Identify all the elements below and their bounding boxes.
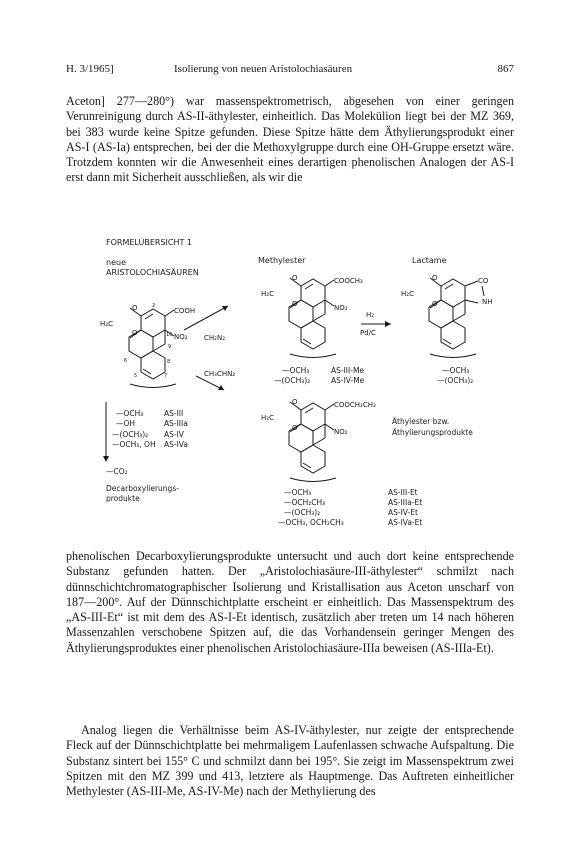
acid-row-2-subst: —OH bbox=[116, 419, 136, 428]
et-row-1-name: AS-III-Et bbox=[388, 488, 418, 497]
et-row-2-subst: —OCH₂CH₃ bbox=[284, 498, 326, 507]
lactam-structure bbox=[429, 278, 484, 349]
me-h2c: H₂C bbox=[261, 290, 274, 298]
pos-10: 10 bbox=[166, 332, 173, 338]
ethyl-label-2: Äthylierungsprodukte bbox=[392, 428, 473, 437]
et-o-bottom: O bbox=[292, 424, 298, 432]
acid-row-4-name: AS-IVa bbox=[164, 440, 188, 449]
acid-substituent-brace bbox=[130, 384, 176, 388]
me-o-bottom: O bbox=[292, 300, 298, 308]
decarb-label-1: Decarboxylierungs- bbox=[106, 484, 179, 493]
paragraph-3: Analog liegen die Verhältnisse beim AS-IV-äthylester, nur zeigte der entsprechende Fleck auf der Dünnschichtplatte bei mehrmaligem Laufenlassen schwache Aufspaltung. Die Substanz sintert bei 155° C und schmilzt dann bei 195°. Sie zeigt im Massenspektrum zwei Spitzen mit den MZ 399 und 413, letztere als Hauptmenge. Das Auftreten einheitlicher Methylester (AS-III-Me, AS-IV-Me) nach der Methylierung des bbox=[66, 723, 514, 799]
pos-9: 9 bbox=[168, 344, 172, 350]
et-row-4-subst: —OCH₃, OCH₂CH₃ bbox=[278, 518, 344, 527]
co2-label: —CO₂ bbox=[106, 467, 128, 476]
acid-row-3-subst: —(OCH₃)₂ bbox=[112, 430, 149, 439]
pos-8: 8 bbox=[167, 359, 171, 365]
running-header bbox=[66, 63, 514, 79]
reagent-h2: H₂ bbox=[366, 311, 375, 319]
lactame-heading: Lactame bbox=[412, 256, 447, 265]
reagent-pd-c: Pd/C bbox=[360, 329, 376, 337]
et-o-top: O bbox=[292, 398, 298, 406]
lactam-substituent-brace bbox=[430, 354, 476, 358]
paragraph-2: phenolischen Decarboxylierungsprodukte untersucht und auch dort keine entsprechende Substanz gefunden hatten. Der „Aristolochiasäure-III-äthylester“ schmilzt nach dünnschichtchromatographischer Isolierung und Kristallisation aus Aceton unscharf von 187—200°. Auf der Dünnschichtplatte erscheint er einheitlich. Das Massenspektrum des „AS-III-Et“ ist mit dem des AS-I-Et identisch, zusätzlich aber treten um 14 nach höheren Massenzahlen verschobene Spitzen auf, die das Vorhandensein geringer Mengen des Äthylierungsproduktes einer phenolischen Aristolochiasäure-IIIa beweisen (AS-IIIa-Et). bbox=[66, 549, 514, 655]
et-no2: NO₂ bbox=[334, 428, 348, 436]
acid-h2c: H₂C bbox=[100, 320, 113, 328]
me-cooch3: COOCH₃ bbox=[334, 277, 363, 285]
acid-row-1-name: AS-III bbox=[164, 409, 184, 418]
acid-row-3-name: AS-IV bbox=[164, 430, 184, 439]
pos-2: 2 bbox=[152, 303, 156, 309]
methylester-heading: Methylester bbox=[258, 256, 306, 265]
acid-o-bottom: O bbox=[132, 329, 138, 337]
acid-no2: NO₂ bbox=[174, 333, 188, 341]
decarb-label-2: produkte bbox=[106, 494, 140, 503]
et-substituent-brace bbox=[290, 478, 336, 482]
lactam-row-2: —(OCH₃)₂ bbox=[437, 376, 474, 385]
ethylester-structure bbox=[289, 402, 334, 473]
formula-scheme bbox=[66, 238, 514, 534]
et-row-3-subst: —(OCH₃)₂ bbox=[284, 508, 321, 517]
reagent-ch3chn2: CH₃CHN₂ bbox=[204, 370, 236, 378]
lactam-o-top: O bbox=[432, 274, 438, 282]
reagent-ch2n2: CH₂N₂ bbox=[204, 334, 225, 342]
et-row-3-name: AS-IV-Et bbox=[388, 508, 418, 517]
et-row-2-name: AS-IIIa-Et bbox=[388, 498, 423, 507]
et-row-4-name: AS-IVa-Et bbox=[388, 518, 423, 527]
acid-row-2-name: AS-IIIa bbox=[164, 419, 188, 428]
pos-5: 5 bbox=[134, 373, 138, 379]
acid-cooh: COOH bbox=[174, 307, 196, 315]
acid-row-4-subst: —OCH₃, OH bbox=[112, 440, 156, 449]
et-cooch2ch3: COOCH₂CH₃ bbox=[334, 401, 376, 409]
me-row-1-subst: —OCH₃ bbox=[282, 366, 310, 375]
et-h2c: H₂C bbox=[261, 414, 274, 422]
scheme-title: FORMELÜBERSICHT 1 bbox=[106, 238, 192, 247]
page-number: 867 bbox=[497, 63, 514, 75]
pos-7: 7 bbox=[164, 373, 168, 379]
me-row-2-name: AS-IV-Me bbox=[331, 376, 365, 385]
paragraph-1: Aceton] 277—280°) war massenspektrometrisch, abgesehen von einer geringen Verunreinigung durch AS-II-äthylester, einheitlich. Das Molekülion liegt bei der MZ 369, bei 383 wurde keine Spitze gefunden. Diese Spitze hätte dem Äthylierungsprodukt einer AS-I (AS-Ia) entsprechen, bei der die Methoxylgruppe durch eine OH-Gruppe ersetzt wäre. Trotzdem konnten wir die Anwesenheit eines derartigen phenolischen Analogen der AS-I erst dann mit Sicherheit ausschließen, als wir die bbox=[66, 94, 514, 185]
neue-label: neue bbox=[106, 258, 126, 267]
aristolochiasaeuren-label: ARISTOLOCHIASÄUREN bbox=[106, 268, 199, 277]
acid-row-1-subst: —OCH₃ bbox=[116, 409, 144, 418]
me-o-top: O bbox=[292, 274, 298, 282]
lactam-nh: NH bbox=[482, 298, 493, 306]
lactam-row-1: —OCH₃ bbox=[442, 366, 470, 375]
ethyl-label-1: Äthylester bzw. bbox=[392, 417, 450, 426]
et-row-1-subst: —OCH₃ bbox=[284, 488, 312, 497]
methylester-structure bbox=[289, 278, 334, 349]
lactam-co: CO bbox=[478, 277, 489, 285]
lactam-o-bottom: O bbox=[432, 300, 438, 308]
me-row-2-subst: —(OCH₃)₂ bbox=[274, 376, 311, 385]
me-no2: NO₂ bbox=[334, 304, 348, 312]
pos-6: 6 bbox=[124, 358, 128, 364]
me-substituent-brace bbox=[290, 354, 336, 358]
header-title: Isolierung von neuen Aristolochiasäuren bbox=[174, 63, 353, 75]
header-journal-ref: H. 3/1965] bbox=[66, 63, 114, 75]
acid-o-top: O bbox=[132, 304, 138, 312]
lactam-h2c: H₂C bbox=[401, 290, 414, 298]
me-row-1-name: AS-III-Me bbox=[331, 366, 365, 375]
